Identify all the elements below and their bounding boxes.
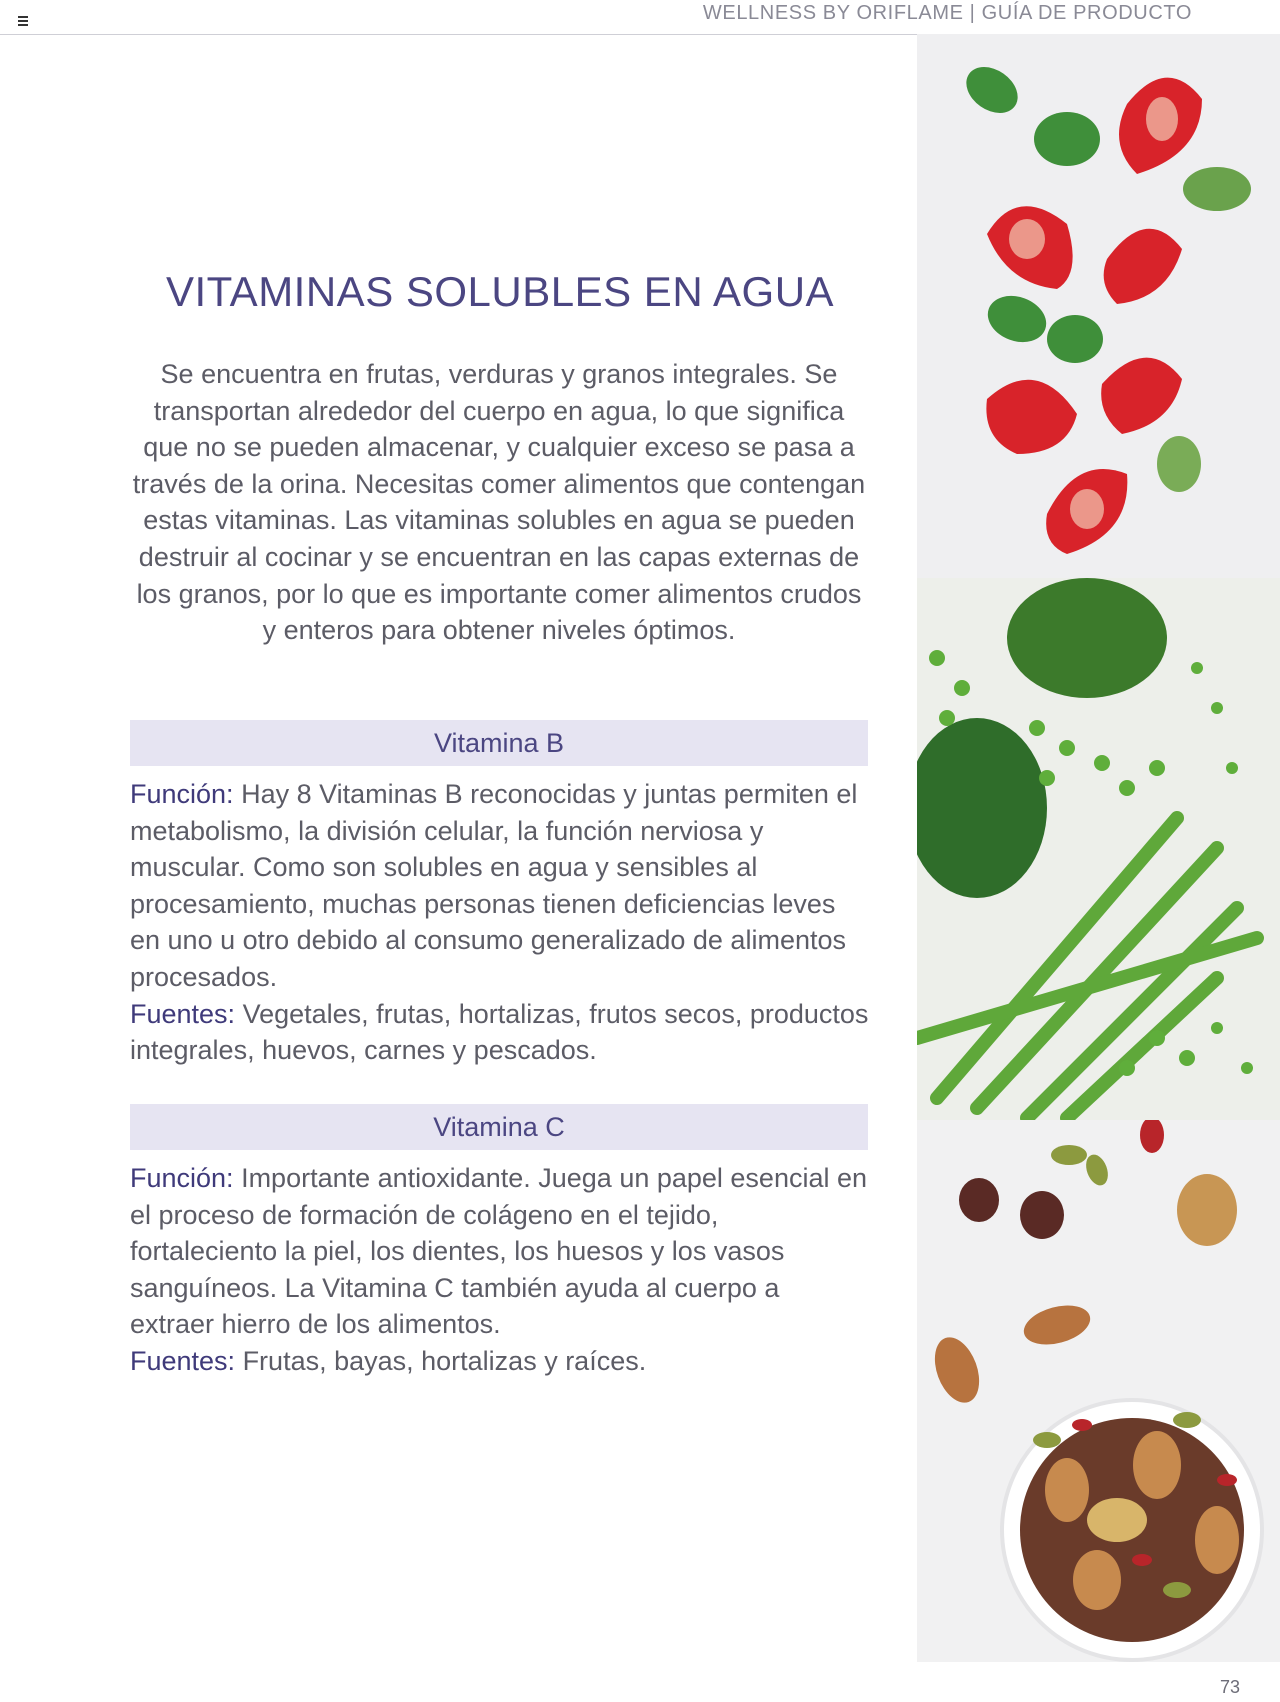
page-title: VITAMINAS SOLUBLES EN AGUA <box>165 268 835 315</box>
green-vegetables-photo <box>917 578 1280 1120</box>
section-heading-vitamin-b: Vitamina B <box>130 720 868 766</box>
header-title: WELLNESS BY ORIFLAME | GUÍA DE PRODUCTO <box>702 2 1192 24</box>
section-body-vitamin-c <box>130 1160 870 1380</box>
section-body-vitamin-b <box>130 776 870 1069</box>
top-bar <box>0 0 1280 35</box>
hamburger-icon[interactable] <box>18 16 28 26</box>
function-text: Hay 8 Vitaminas B reconocidas y juntas permiten el metabolismo, la división celular, la función nerviosa y muscular. Como son solubles en agua y sensibles al procesamiento, muchas personas tienen deficiencias leves en uno u otro debido al consumo generalizado de alimentos procesados. <box>130 779 858 992</box>
photo-column <box>917 34 1280 1662</box>
function-text: Importante antioxidante. Juega un papel esencial en el proceso de formación de colágeno en el tejido, fortaleciento la piel, los dientes, los huesos y los vasos sanguíneos. La Vitamina C también ayuda al cuerpo a extraer hierro de los alimentos. <box>130 1163 868 1340</box>
strawberries-photo <box>917 34 1280 578</box>
sources-text: Frutas, bayas, hortalizas y raíces. <box>235 1345 647 1376</box>
function-label: Función: <box>130 779 234 809</box>
function-label: Función: <box>130 1163 234 1193</box>
page-number: 73 <box>1219 1677 1240 1697</box>
section-heading-vitamin-c: Vitamina C <box>130 1104 868 1150</box>
sources-label: Fuentes: <box>130 998 236 1029</box>
nuts-dried-fruit-photo <box>917 1120 1280 1662</box>
sources-text: Vegetales, frutas, hortalizas, frutos secos, productos integrales, huevos, carnes y pescados. <box>130 998 869 1066</box>
intro-paragraph: Se encuentra en frutas, verduras y granos integrales. Se transportan alrededor del cuerpo en agua, lo que significa que no se pueden almacenar, y cualquier exceso se pasa a través de la orina. Necesitas comer alimentos que contengan estas vitaminas. Las vitaminas solubles en agua se pueden destruir al cocinar y se encuentran en las capas externas de los granos, por lo que es importante comer alimentos crudos y enteros para obtener niveles óptimos. <box>132 359 866 646</box>
sources-label: Fuentes: <box>130 1345 236 1376</box>
